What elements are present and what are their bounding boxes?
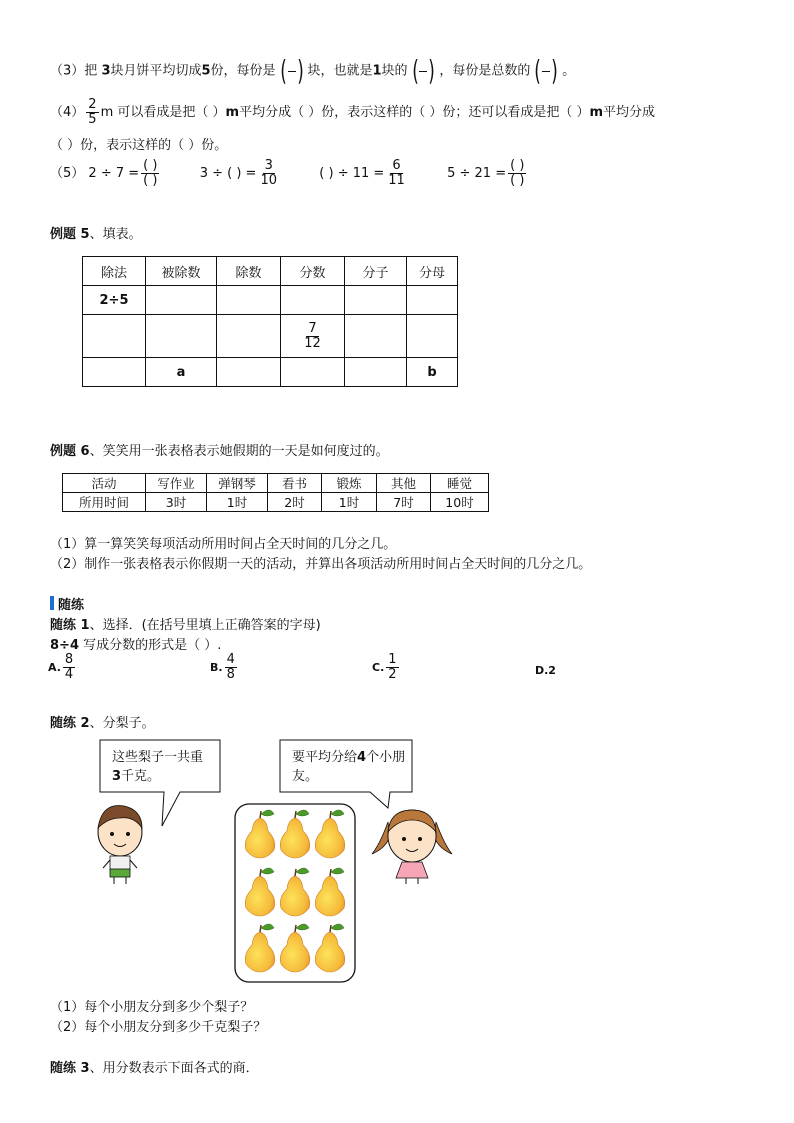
text: 个小朋友。 bbox=[292, 750, 406, 784]
number: 4 bbox=[357, 750, 367, 765]
denominator: 4 bbox=[64, 667, 74, 682]
fraction bbox=[258, 159, 279, 188]
number: 1 bbox=[372, 63, 382, 79]
table-header: 睡觉 bbox=[431, 474, 489, 493]
practice-text: 、用分数表示下面各式的商． bbox=[89, 1061, 259, 1076]
practice-2-heading bbox=[50, 712, 155, 731]
text: 要平均分给 bbox=[292, 750, 358, 765]
table-header: 除数 bbox=[217, 257, 281, 286]
blank-fraction-3[interactable]: ( ) bbox=[534, 54, 559, 87]
numerator: 2 bbox=[88, 97, 97, 112]
text: 千克。 bbox=[121, 769, 161, 784]
girl-figure bbox=[372, 810, 452, 884]
table-cell-blank[interactable] bbox=[83, 315, 146, 358]
expression: 2 ÷ 7 = bbox=[88, 166, 140, 181]
table-cell-blank[interactable] bbox=[146, 315, 217, 358]
example-text: 、笑笑用一张表格表示她假期的一天是如何度过的。 bbox=[89, 444, 389, 459]
denominator: 5 bbox=[88, 112, 97, 127]
table-cell: 所用时间 bbox=[63, 493, 146, 512]
numerator: 7 bbox=[308, 320, 317, 336]
option-letter: C. bbox=[372, 661, 385, 674]
unit: m bbox=[589, 105, 604, 120]
table-cell bbox=[281, 315, 345, 358]
table-header: 被除数 bbox=[146, 257, 217, 286]
question-number: （4） bbox=[50, 105, 85, 120]
numerator: 6 bbox=[392, 158, 401, 173]
section-marker bbox=[50, 596, 54, 610]
section-title: 随练 bbox=[58, 598, 85, 613]
option-letter: A. bbox=[48, 661, 61, 674]
denominator: ( ) bbox=[143, 173, 158, 188]
table-cell: 1时 bbox=[207, 493, 268, 512]
fraction-two-fifths bbox=[86, 98, 98, 127]
question-3 bbox=[50, 56, 575, 87]
question-4 bbox=[50, 96, 655, 130]
example-label: 例题 5 bbox=[50, 227, 90, 242]
text: 份，每份是 bbox=[210, 63, 276, 79]
fraction-seven-twelfths bbox=[302, 322, 323, 351]
table-cell: 2÷5 bbox=[83, 286, 146, 315]
fraction bbox=[225, 653, 237, 682]
fraction bbox=[63, 653, 75, 682]
table-cell: 2时 bbox=[268, 493, 322, 512]
text: 块的 bbox=[381, 63, 408, 79]
text: 把 bbox=[84, 63, 98, 79]
table-cell-blank[interactable] bbox=[217, 286, 281, 315]
practice-label: 随练 3 bbox=[50, 1061, 90, 1076]
table-header: 分子 bbox=[345, 257, 407, 286]
example-text: 、填表。 bbox=[89, 227, 142, 242]
boy-figure bbox=[98, 805, 142, 884]
table-cell-blank[interactable] bbox=[345, 358, 407, 387]
table-cell: 10时 bbox=[431, 493, 489, 512]
option-a[interactable] bbox=[48, 653, 77, 682]
denominator: 10 bbox=[260, 173, 277, 188]
option-c[interactable] bbox=[372, 653, 401, 682]
table-cell-blank[interactable] bbox=[217, 358, 281, 387]
table-header: 锻炼 bbox=[322, 474, 377, 493]
table-header: 分母 bbox=[407, 257, 458, 286]
denominator: 12 bbox=[304, 335, 321, 351]
table-cell: a bbox=[146, 358, 217, 387]
numerator: 1 bbox=[388, 652, 397, 667]
text: 。 bbox=[562, 63, 576, 79]
numerator: ( ) bbox=[510, 158, 525, 173]
blank-fraction-2[interactable]: ( ) bbox=[411, 54, 436, 87]
table-header: 除法 bbox=[83, 257, 146, 286]
text: 这些梨子一共重 bbox=[112, 750, 204, 765]
practice-3-heading bbox=[50, 1057, 259, 1076]
fraction-blank[interactable] bbox=[141, 159, 159, 188]
bubble-1-text bbox=[102, 742, 222, 792]
table-cell-blank[interactable] bbox=[407, 315, 458, 358]
practice-2-question-1: （1）每个小朋友分到多少个梨子？ bbox=[50, 1000, 254, 1015]
practice-label: 随练 1 bbox=[50, 618, 90, 633]
question-5 bbox=[50, 156, 528, 192]
expression: ( ) ÷ 11 = bbox=[319, 166, 385, 181]
table-cell: 7时 bbox=[377, 493, 431, 512]
pear-group bbox=[245, 810, 345, 972]
practice-1-heading bbox=[50, 614, 321, 633]
table-cell: 3时 bbox=[146, 493, 207, 512]
text: 平均分成（ ）份，表示这样的（ ）份；还可以看成是把（ ） bbox=[239, 105, 590, 120]
table-cell-blank[interactable] bbox=[281, 286, 345, 315]
question-number: （5） bbox=[50, 166, 85, 181]
table-header: 活动 bbox=[63, 474, 146, 493]
expression: 5 ÷ 21 = bbox=[447, 166, 507, 181]
option-d[interactable]: D.2 bbox=[535, 664, 556, 677]
option-b[interactable] bbox=[210, 653, 239, 682]
text: 写成分数的形式是（ ）. bbox=[78, 638, 222, 653]
question-4-line2: （ ）份，表示这样的（ ）份。 bbox=[50, 138, 228, 153]
option-letter: B. bbox=[210, 661, 223, 674]
table-cell: 1时 bbox=[322, 493, 377, 512]
table-cell-blank[interactable] bbox=[345, 315, 407, 358]
table-header: 看书 bbox=[268, 474, 322, 493]
table-cell: b bbox=[407, 358, 458, 387]
practice-text: 、分梨子。 bbox=[89, 716, 155, 731]
number: 3 bbox=[112, 769, 122, 784]
table-header: 写作业 bbox=[146, 474, 207, 493]
numerator: 4 bbox=[226, 652, 235, 667]
unit: m bbox=[100, 105, 114, 120]
table-cell-blank[interactable] bbox=[407, 286, 458, 315]
blank-fraction-1[interactable]: ( ) bbox=[279, 54, 304, 87]
unit: m bbox=[225, 105, 240, 120]
table-header: 弹钢琴 bbox=[207, 474, 268, 493]
expression: 8÷4 bbox=[50, 638, 79, 653]
denominator: 11 bbox=[388, 173, 405, 188]
numerator: 3 bbox=[264, 158, 273, 173]
example-5-heading bbox=[50, 223, 142, 242]
text: 块月饼平均切成 bbox=[110, 63, 202, 79]
denominator: 8 bbox=[226, 667, 235, 682]
fraction bbox=[386, 653, 398, 682]
text: 可以看成是把（ ） bbox=[117, 105, 226, 120]
practice-1-question bbox=[50, 634, 221, 653]
example-6-question-1: （1）算一算笑笑每项活动所用时间占全天时间的几分之几。 bbox=[50, 537, 397, 552]
example-6-table bbox=[62, 473, 489, 512]
table-cell-blank[interactable] bbox=[345, 286, 407, 315]
text: 平均分成 bbox=[603, 105, 656, 120]
table-cell-blank[interactable] bbox=[217, 315, 281, 358]
table-cell-blank[interactable] bbox=[146, 286, 217, 315]
number: 5 bbox=[201, 63, 211, 79]
example-5-table bbox=[82, 256, 458, 387]
practice-text: 、选择．(在括号里填上正确答案的字母) bbox=[89, 618, 321, 633]
practice-label: 随练 2 bbox=[50, 716, 90, 731]
numerator: ( ) bbox=[143, 158, 158, 173]
number: 3 bbox=[101, 63, 111, 79]
fraction-blank[interactable] bbox=[508, 159, 526, 188]
text: 块，也就是 bbox=[307, 63, 373, 79]
fraction bbox=[386, 159, 407, 188]
denominator: ( ) bbox=[510, 173, 525, 188]
bubble-2-text bbox=[282, 742, 416, 792]
text: ，每份是总数的 bbox=[439, 63, 531, 79]
practice-2-question-2: （2）每个小朋友分到多少千克梨子？ bbox=[50, 1020, 267, 1035]
example-label: 例题 6 bbox=[50, 444, 90, 459]
table-header: 其他 bbox=[377, 474, 431, 493]
expression: 3 ÷ ( ) = bbox=[199, 166, 257, 181]
question-number: （3） bbox=[50, 63, 85, 79]
table-header: 分数 bbox=[281, 257, 345, 286]
example-6-question-2: （2）制作一张表格表示你假期一天的活动，并算出各项活动所用时间占全天时间的几分之几。 bbox=[50, 557, 592, 572]
example-6-heading bbox=[50, 440, 389, 459]
numerator: 8 bbox=[64, 652, 74, 667]
table-cell-blank[interactable] bbox=[281, 358, 345, 387]
table-cell-blank[interactable] bbox=[83, 358, 146, 387]
denominator: 2 bbox=[388, 667, 397, 682]
